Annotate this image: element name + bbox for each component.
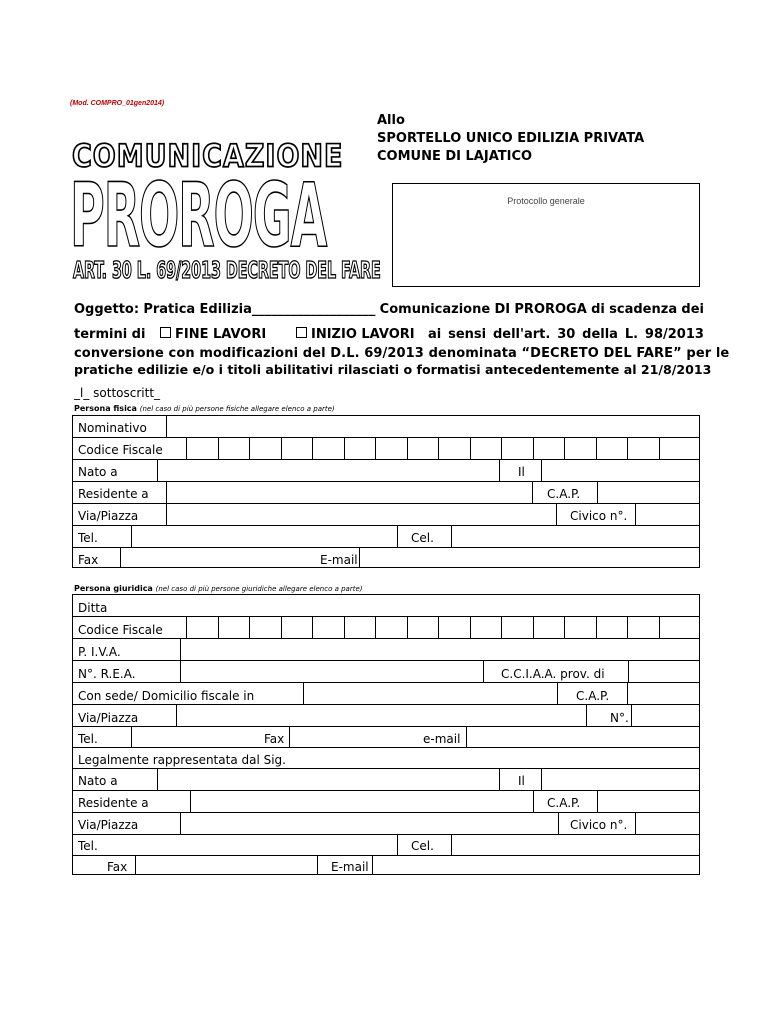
giuridica-tel2-field[interactable] [131,834,396,855]
giuridica-via2-label: Via/Piazza [78,818,139,832]
giuridica-email2-label: E-mail [331,860,369,874]
residente-a-field[interactable] [167,481,531,503]
oggetto-word: PROROGA [514,302,587,317]
giuridica-nato-a-field[interactable] [158,768,498,790]
giuridica-residente-field[interactable] [191,790,532,812]
addressee-line-2: COMUNE DI LAJATICO [377,149,533,164]
giuridica-via-field[interactable] [177,704,585,726]
giuridica-cel-label: Cel. [411,839,434,853]
giuridica-codice-fiscale-label: Codice Fiscale [78,623,163,637]
oggetto-line-2-tail [428,327,704,342]
via-piazza-field[interactable] [167,503,555,525]
oggetto-word: Oggetto: [74,302,140,317]
codice-fiscale-field[interactable] [187,437,700,459]
giuridica-cap2-label: C.A.P. [547,796,581,810]
checkbox-icon[interactable] [160,327,171,338]
oggetto-line-3: conversione con modificazioni del D.L. 69/2013 denominata “DECRETO DEL FARE” per le [74,346,730,361]
option-inizio-lavori[interactable] [296,327,415,342]
oggetto-word: dell'art. [492,327,551,342]
persona-giuridica-note: (nel caso di più persone giuridiche allegare elenco a parte) [155,585,363,593]
giuridica-cap2-field[interactable] [598,790,700,812]
section-persona-fisica [74,404,335,413]
cciaa-field[interactable] [629,660,700,682]
giuridica-email-field[interactable] [467,726,700,747]
oggetto-word: Comunicazione [379,302,491,317]
oggetto-word: della [582,327,618,342]
persona-fisica-note: (nel caso di più persone fisiche allegare elenco a parte) [139,405,335,413]
cciaa-label: C.C.I.A.A. prov. di [501,667,605,681]
title-proroga: PROROGA [70,164,327,267]
oggetto-word: ai [428,327,442,342]
ditta-field[interactable] [123,595,700,616]
residente-a-label: Residente a [78,487,149,501]
option-fine-lavori-label: FINE LAVORI [175,327,267,342]
giuridica-cel-field[interactable] [452,834,700,855]
rea-field[interactable] [181,660,481,682]
termini-label: termini di [74,327,146,342]
oggetto-word: L. [624,327,639,342]
nato-a-field[interactable] [158,459,498,481]
via-piazza-label: Via/Piazza [78,509,139,523]
email-label: E-mail [320,553,358,567]
nato-a-label: Nato a [78,465,118,479]
cel-field[interactable] [452,525,700,547]
giuridica-fax2-label: Fax [107,860,128,874]
giuridica-fax2-field[interactable] [136,855,316,875]
checkbox-icon[interactable] [296,327,307,338]
persona-fisica-table [72,415,700,568]
sede-label: Con sede/ Domicilio fiscale in [78,689,255,703]
oggetto-line-1 [74,302,704,317]
protocol-box[interactable] [392,183,700,287]
giuridica-data-nascita-field[interactable] [542,768,700,790]
sede-field[interactable] [304,682,556,704]
title-art30: ART. 30 L. 69/2013 DECRETO DEL FARE [73,258,381,285]
oggetto-word: 30 [557,327,576,342]
oggetto-word: Pratica [143,302,196,317]
giuridica-tel-label: Tel. [78,732,98,746]
giuridica-via2-field[interactable] [181,812,557,834]
oggetto-word: 98/2013 [644,327,704,342]
data-nascita-field[interactable] [542,459,700,481]
giuridica-nato-a-label: Nato a [78,774,118,788]
oggetto-word: di [591,302,605,317]
oggetto-line-4: pratiche edilizie e/o i titoli abilitativi rilasciati o formatisi antecedentemente al 21/8/2013 [74,362,712,377]
sottoscritto-label: _l_ sottoscritt_ [74,386,161,400]
giuridica-email2-field[interactable] [373,855,700,875]
rea-label: N°. R.E.A. [78,667,136,681]
persona-giuridica-heading: Persona giuridica [74,584,153,593]
tel-field[interactable] [132,525,396,547]
giuridica-via-label: Via/Piazza [78,711,139,725]
oggetto-pratica-field[interactable]: Edilizia___________________ [199,302,376,317]
civico-label: Civico n°. [570,509,628,523]
fax-label: Fax [78,553,99,567]
giuridica-cap-field[interactable] [628,682,700,704]
persona-giuridica-table [72,594,700,875]
email-field[interactable] [360,547,700,568]
ditta-label: Ditta [78,601,108,615]
section-persona-giuridica [74,584,363,593]
cap-field[interactable] [598,481,700,503]
fax-field[interactable] [121,547,317,568]
cap-label: C.A.P. [547,487,581,501]
giuridica-civico-label: Civico n°. [570,818,628,832]
il-label: Il [518,465,525,479]
giuridica-tel-field[interactable] [132,726,262,747]
cel-label: Cel. [411,531,434,545]
piva-label: P. I.V.A. [78,645,121,659]
option-inizio-lavori-label: INIZIO LAVORI [311,327,415,342]
option-fine-lavori[interactable] [160,327,266,342]
giuridica-civico-field[interactable] [636,812,700,834]
title-comunicazione: COMUNICAZIONE [72,138,344,175]
giuridica-tel2-label: Tel. [78,839,98,853]
addressee-allo: Allo [377,113,405,128]
protocol-label: Protocollo generale [507,196,585,206]
giuridica-email-label: e-mail [423,732,461,746]
addressee-line-1: SPORTELLO UNICO EDILIZIA PRIVATA [377,131,645,146]
giuridica-fax-label: Fax [264,732,285,746]
numero-label: N°. [610,711,629,725]
oggetto-word: sensi [448,327,487,342]
persona-fisica-heading: Persona fisica [74,404,137,413]
tel-label: Tel. [78,531,98,545]
nominativo-field[interactable] [167,416,700,437]
legale-rappresentante-label: Legalmente rappresentata dal Sig. [78,753,286,767]
oggetto-word: scadenza [609,302,678,317]
legale-rappresentante-field[interactable] [323,747,700,768]
model-code: (Mod. COMPRO_01gen2014) [70,100,165,107]
addressee-block [377,112,644,166]
giuridica-codice-fiscale-field[interactable] [187,616,700,638]
giuridica-cap-label: C.A.P. [576,689,610,703]
nominativo-label: Nominativo [78,421,147,435]
piva-field[interactable] [181,638,700,660]
numero-field[interactable] [632,704,700,726]
codice-fiscale-label: Codice Fiscale [78,443,163,457]
oggetto-word: DI [494,302,511,317]
giuridica-il-label: Il [518,774,525,788]
giuridica-fax-field[interactable] [290,726,407,747]
oggetto-word: dei [681,302,704,317]
giuridica-residente-label: Residente a [78,796,149,810]
civico-field[interactable] [636,503,700,525]
